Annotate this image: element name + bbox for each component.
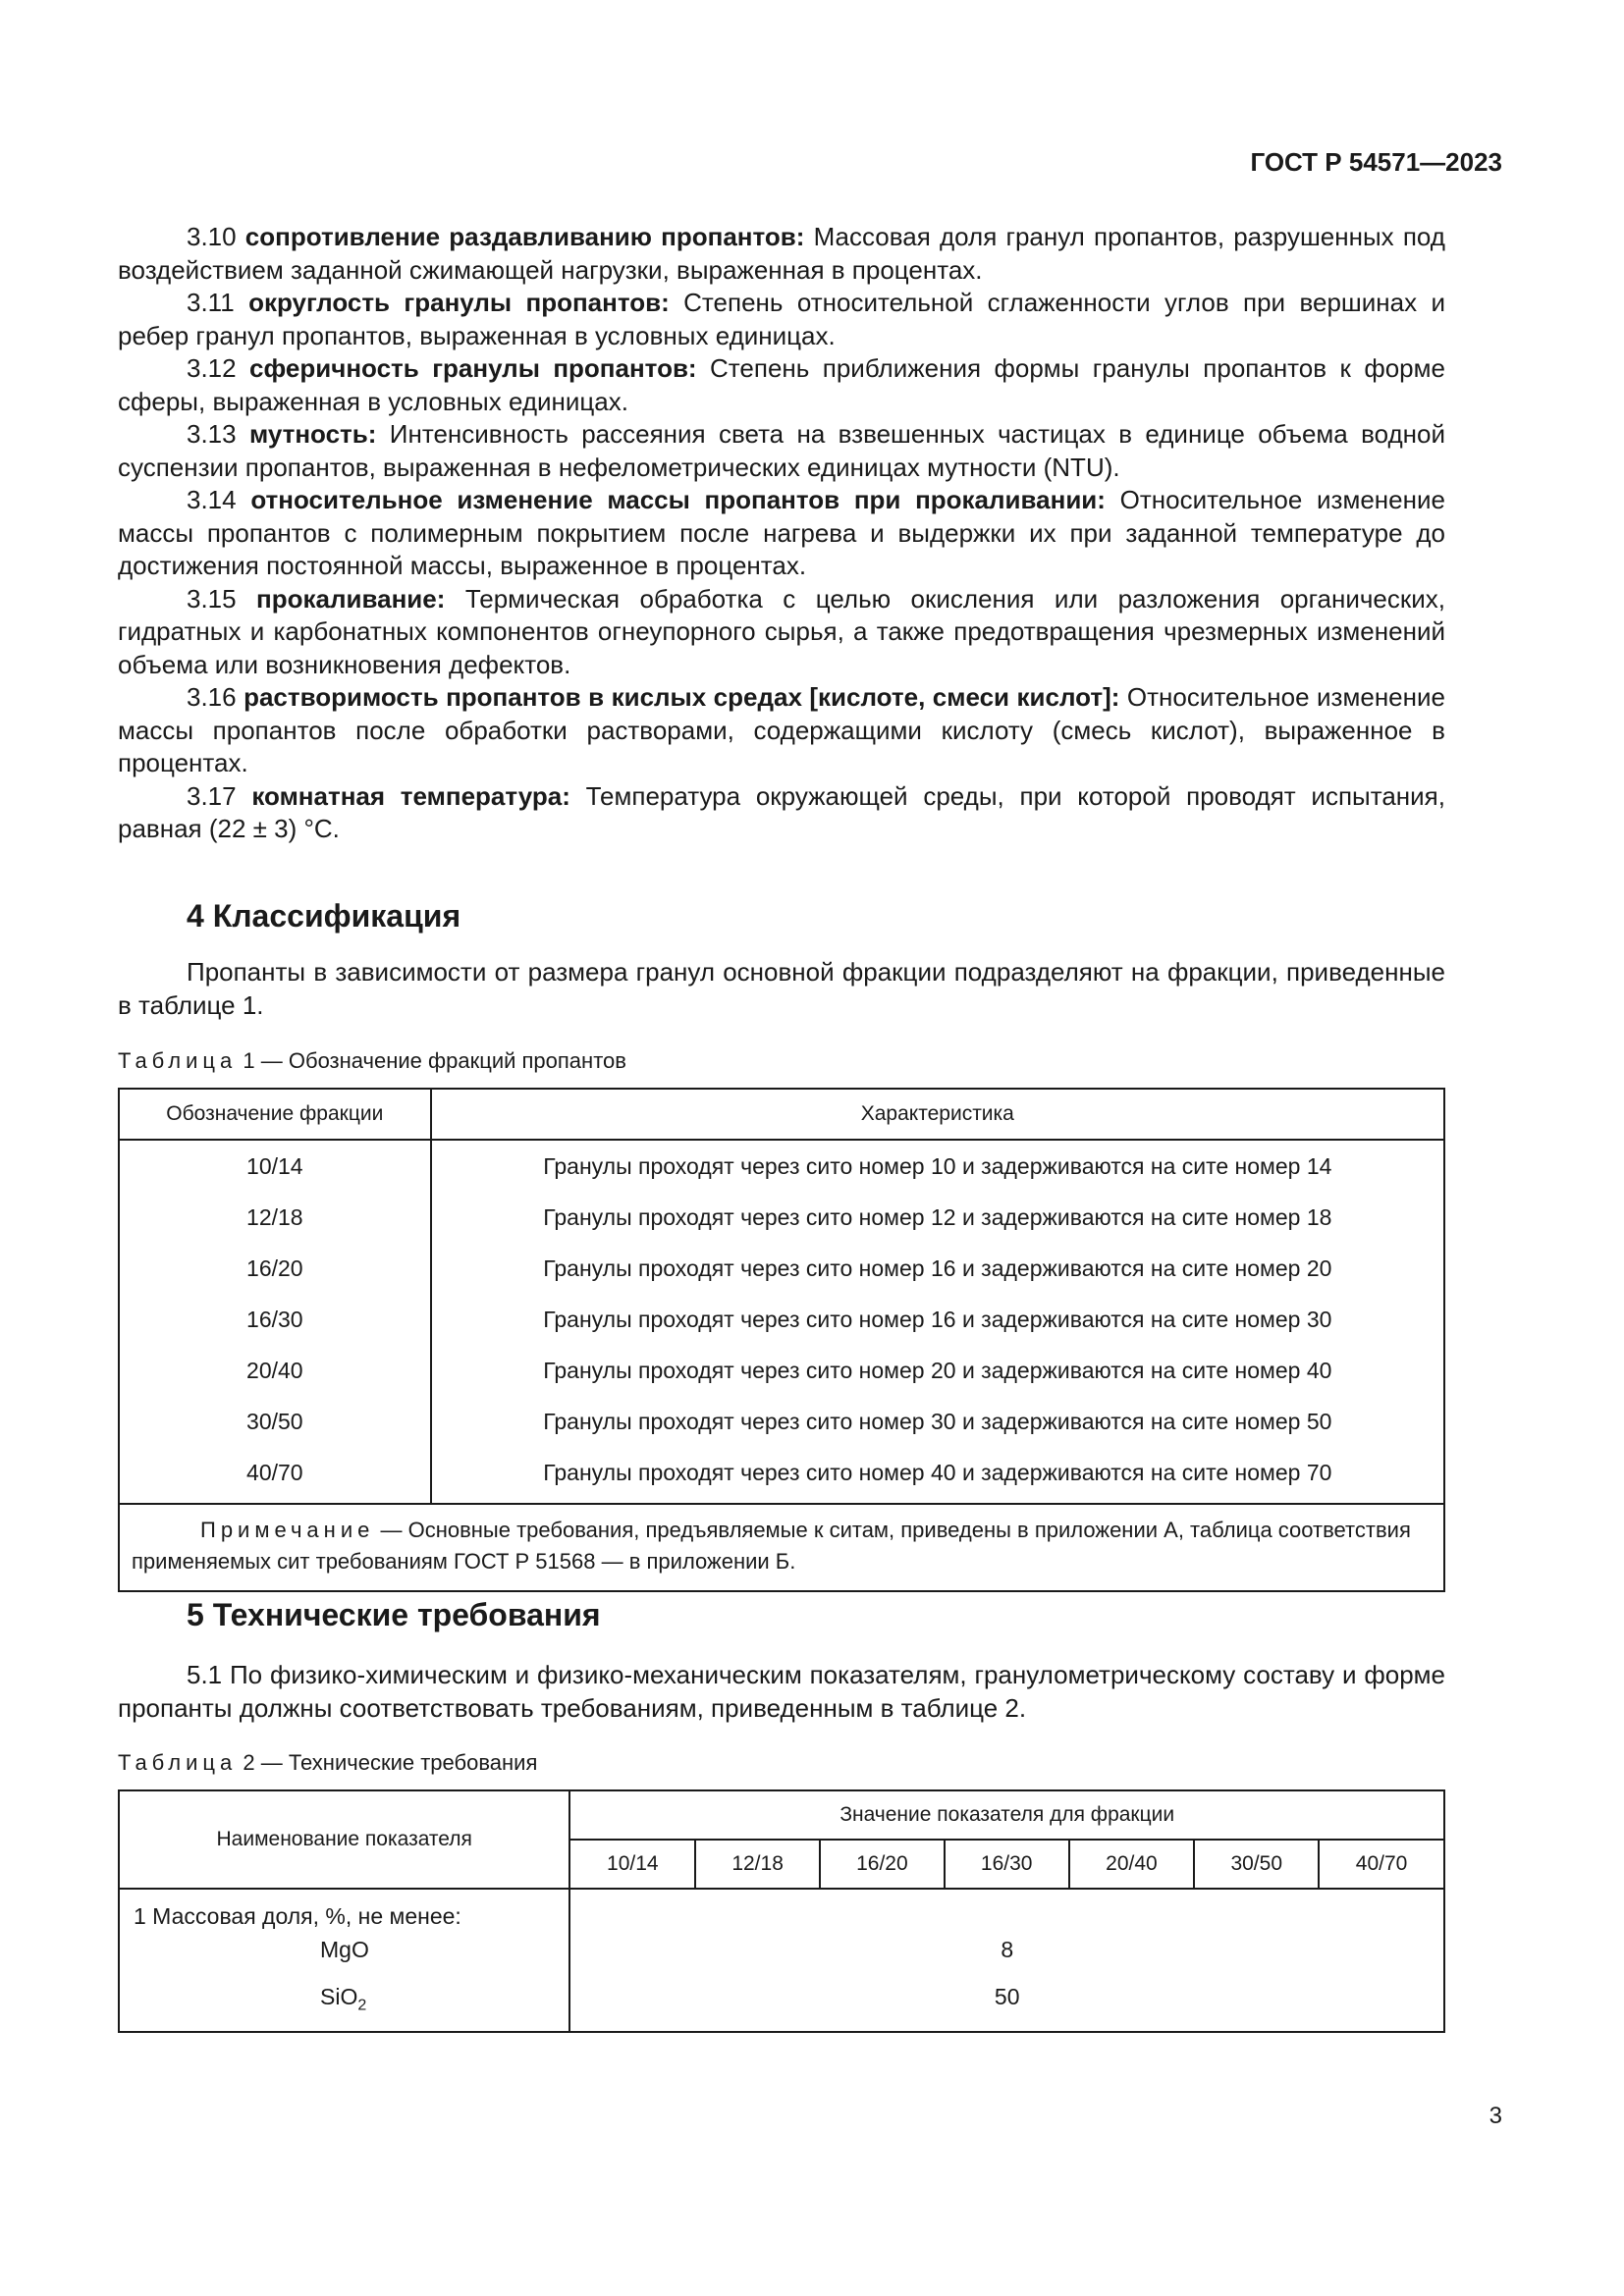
definition-number: 3.10 bbox=[187, 222, 237, 251]
definition-3-16 bbox=[118, 681, 1445, 780]
table-row bbox=[119, 1345, 1444, 1396]
table-2-col-indicator: Наименование показателя bbox=[119, 1790, 569, 1889]
definitions-block bbox=[118, 221, 1445, 846]
caption-label: Таблица bbox=[118, 1048, 238, 1073]
fraction-cell: 12/18 bbox=[119, 1192, 431, 1243]
fraction-cell: 30/50 bbox=[119, 1396, 431, 1447]
note-label: Примечание bbox=[200, 1517, 375, 1542]
table-header-row bbox=[119, 1089, 1444, 1140]
indicator-title: 1 Массовая доля, %, не менее: bbox=[134, 1903, 461, 1929]
section-5-heading: 5 Технические требования bbox=[187, 1597, 601, 1632]
characteristic-cell: Гранулы проходят через сито номер 40 и задерживаются на сите номер 70 bbox=[431, 1447, 1444, 1504]
indicator-mgo: MgO bbox=[320, 1937, 369, 1962]
definition-term: мутность: bbox=[248, 419, 377, 449]
table-header-row bbox=[119, 1790, 1444, 1840]
fraction-header: 10/14 bbox=[569, 1840, 695, 1889]
fraction-cell: 20/40 bbox=[119, 1345, 431, 1396]
table-1-note bbox=[119, 1504, 1444, 1591]
table-note-row bbox=[119, 1504, 1444, 1591]
definition-text: Температура окружающей среды, при которой проводят испытания, равная (22 ± 3) °С. bbox=[118, 780, 1445, 843]
section-5-paragraph: 5.1 По физико-химическим и физико-механическим показателям, гранулометрическому составу и форме пропанты должны соответствовать требованиям, приведенным в таблице 2. bbox=[118, 1660, 1445, 1723]
document-id-header: ГОСТ Р 54571—2023 bbox=[1250, 147, 1502, 177]
definition-3-12 bbox=[118, 352, 1445, 418]
section-4-paragraph: Пропанты в зависимости от размера гранул основной фракции подразделяют на фракции, приведенные в таблице 1. bbox=[118, 957, 1445, 1020]
definition-term: сопротивление раздавливанию пропантов: bbox=[244, 222, 805, 251]
table-1-fractions bbox=[118, 1088, 1445, 1592]
definition-term: растворимость пропантов в кислых средах [кислоте, смеси кислот]: bbox=[244, 682, 1120, 712]
characteristic-cell: Гранулы проходят через сито номер 12 и задерживаются на сите номер 18 bbox=[431, 1192, 1444, 1243]
definition-number: 3.11 bbox=[187, 288, 235, 317]
fraction-header: 12/18 bbox=[695, 1840, 820, 1889]
table-2-col-group: Значение показателя для фракции bbox=[569, 1790, 1444, 1840]
definition-text: Массовая доля гранул пропантов, разрушенных под воздействием заданной сжимающей нагрузки, выраженная в процентах. bbox=[118, 222, 1445, 285]
definition-3-13 bbox=[118, 418, 1445, 484]
section-4-heading: 4 Классификация bbox=[187, 898, 461, 934]
definition-3-10 bbox=[118, 221, 1445, 287]
definition-text: Относительное изменение массы пропантов с полимерным покрытием после нагрева и выдержки их при заданной температуре до достижения постоянной массы, выраженное в процентах. bbox=[118, 485, 1445, 580]
definition-number: 3.13 bbox=[187, 419, 237, 449]
fraction-header: 30/50 bbox=[1194, 1840, 1319, 1889]
definition-text: Относительное изменение массы пропантов после обработки растворами, содержащими кислоту (смесь кислот), выраженное в процентах. bbox=[118, 682, 1445, 777]
fraction-cell: 16/20 bbox=[119, 1243, 431, 1294]
definition-term: комнатная температура: bbox=[251, 780, 570, 811]
caption-label: Таблица bbox=[118, 1750, 238, 1775]
definition-text: Степень приближения формы гранулы пропантов к форме сферы, выраженная в условных единицах. bbox=[118, 353, 1445, 416]
table-2-requirements bbox=[118, 1789, 1445, 2033]
indicator-cell bbox=[119, 1889, 569, 2032]
fraction-cell: 16/30 bbox=[119, 1294, 431, 1345]
table-row bbox=[119, 1396, 1444, 1447]
definition-text: Интенсивность рассеяния света на взвешенных частицах в единице объема водной суспензии пропантов, выраженная в нефелометрических единицах мутности (NTU). bbox=[118, 419, 1445, 482]
definition-3-15 bbox=[118, 583, 1445, 682]
table-row bbox=[119, 1243, 1444, 1294]
fraction-cell: 40/70 bbox=[119, 1447, 431, 1504]
definition-number: 3.14 bbox=[187, 485, 237, 514]
fraction-header: 16/30 bbox=[945, 1840, 1069, 1889]
fraction-cell: 10/14 bbox=[119, 1140, 431, 1192]
definition-text: Термическая обработка с целью окисления или разложения органических, гидратных и карбонатных компонентов огнеупорного сырья, а также предотвращения чрезмерных изменений объема или возникновения дефектов. bbox=[118, 583, 1446, 679]
definition-number: 3.16 bbox=[187, 682, 237, 712]
definition-number: 3.12 bbox=[187, 353, 237, 383]
definition-term: сферичность гранулы пропантов: bbox=[249, 353, 697, 383]
characteristic-cell: Гранулы проходят через сито номер 16 и задерживаются на сите номер 30 bbox=[431, 1294, 1444, 1345]
table-row bbox=[119, 1294, 1444, 1345]
note-text: — Основные требования, предъявляемые к ситам, приведены в приложении А, таблица соответствия применяемых сит требованиям ГОСТ Р 51568 — в приложении Б. bbox=[132, 1517, 1411, 1574]
definition-term: прокаливание: bbox=[256, 583, 446, 614]
definition-3-14 bbox=[118, 484, 1445, 583]
fraction-header: 20/40 bbox=[1069, 1840, 1195, 1889]
characteristic-cell: Гранулы проходят через сито номер 30 и задерживаются на сите номер 50 bbox=[431, 1396, 1444, 1447]
table-row bbox=[119, 1447, 1444, 1504]
characteristic-cell: Гранулы проходят через сито номер 20 и задерживаются на сите номер 40 bbox=[431, 1345, 1444, 1396]
table-1-col-characteristic: Характеристика bbox=[431, 1089, 1444, 1140]
sio2-subscript: 2 bbox=[357, 1997, 367, 2014]
definition-term: округлость гранулы пропантов: bbox=[248, 288, 670, 317]
mgo-value: 8 bbox=[1001, 1937, 1014, 1962]
caption-text: 2 — Технические требования bbox=[243, 1750, 538, 1775]
table-row bbox=[119, 1192, 1444, 1243]
definition-number: 3.15 bbox=[187, 583, 237, 614]
indicator-sio2 bbox=[134, 1980, 555, 2023]
page-number: 3 bbox=[1489, 2103, 1502, 2129]
fraction-header: 16/20 bbox=[820, 1840, 945, 1889]
characteristic-cell: Гранулы проходят через сито номер 10 и задерживаются на сите номер 14 bbox=[431, 1140, 1444, 1192]
definition-3-11 bbox=[118, 287, 1445, 352]
table-row bbox=[119, 1889, 1444, 2032]
table-2-caption bbox=[118, 1750, 537, 1776]
definition-number: 3.17 bbox=[187, 780, 237, 811]
table-1-col-fraction: Обозначение фракции bbox=[119, 1089, 431, 1140]
definition-3-17 bbox=[118, 780, 1445, 846]
value-cell bbox=[569, 1889, 1444, 2032]
sio2-base: SiO bbox=[320, 1984, 358, 2009]
sio2-value: 50 bbox=[994, 1984, 1020, 2009]
definition-term: относительное изменение массы пропантов при прокаливании: bbox=[250, 485, 1106, 514]
definition-text: Степень относительной сглаженности углов при вершинах и ребер гранул пропантов, выраженная в условных единицах. bbox=[118, 288, 1446, 350]
table-1-caption bbox=[118, 1048, 626, 1074]
characteristic-cell: Гранулы проходят через сито номер 16 и задерживаются на сите номер 20 bbox=[431, 1243, 1444, 1294]
caption-text: 1 — Обозначение фракций пропантов bbox=[243, 1048, 626, 1073]
fraction-header: 40/70 bbox=[1319, 1840, 1444, 1889]
table-row bbox=[119, 1140, 1444, 1192]
